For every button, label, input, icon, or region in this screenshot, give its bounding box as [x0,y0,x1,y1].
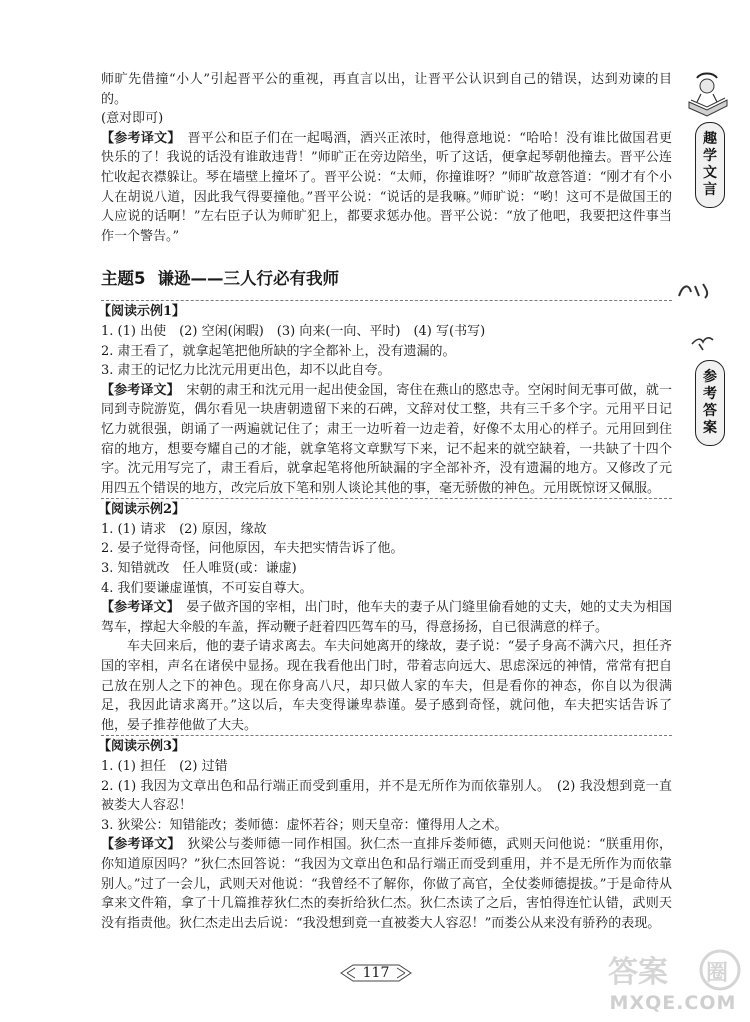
watermark [600,948,746,1018]
badge-char: 答 [703,403,717,419]
topic-number: 主题5 [101,269,146,289]
answer-line: 2. 晏子觉得奇怪，问他原因，车夫把实情告诉了他。 [101,541,404,557]
svg-text:答案: 答案 [608,955,668,990]
answer-line: 1. (1) 请求 (2) 原因，缘故 [101,521,267,537]
answer-line: 3. 狄梁公：知错能改；娄师德：虚怀若谷；则天皇帝：懂得用人之术。 [101,817,508,833]
reference-label: 【参考译文】 [101,382,174,398]
topic-heading [101,268,672,290]
page-number-text: 117 [362,965,390,981]
section-divider [101,498,672,499]
reference-label: 【参考译文】 [101,837,175,853]
answer-line: 4. 我们要谦虚谨慎，不可妄自尊大。 [101,580,313,596]
answer-line: 2. 肃王看了，就拿起笔把他所缺的字全都补上，没有遗漏的。 [101,343,456,359]
intro-answer-line: 师旷先借撞“小人”引起晋平公的重视，再直言以出，让晋平公认识到自己的错误，达到劝谏的目的。 [101,72,672,107]
page-content [98,70,672,933]
example-heading: 【阅读示例2】 [98,502,186,518]
reference-text: 宋朝的肃王和沈元用一起出使金国，寄住在燕山的愍忠寺。空闲时间无事可做，就一同到寺院游览，偶尔看见一块唐朝遗留下来的石碑，文辞对仗工整，共有三千多个字。元用平日记忆力就很强，朗诵了一两遍就记住了；肃王一边听着一边走着，好像不太用心的样子。元用回到住宿的地方，想要夸耀自己的才能，就拿笔将文章默写下来，记不起来的就空缺着，一共缺了十四个字。沈元用写完了，肃王看后，就拿起笔将他所缺漏的字全部补齐，没有遗漏的地方。又修改了元用四五个错误的地方，改完后放下笔和别人谈论其他的事，毫无骄傲的神色。元用既惊讶又佩服。 [101,382,672,496]
reference-translation [101,598,672,637]
answer-line: 2. (1) 我因为文章出色和品行端正而受到重用，并不是无所作为而依靠别人。 (2) 我没想到竟一直被娄大人容忍！ [101,778,672,814]
svg-text:圈: 圈 [706,961,729,986]
page-number [339,962,413,984]
side-decoration [685,60,737,580]
intro-answer-note: (意对即可) [101,111,164,127]
badge-char: 言 [703,182,717,198]
reference-text: 晋平公和臣子们在一起喝酒，酒兴正浓时，他得意地说：“哈哈！没有谁比做国君更快乐的了！我说的话没有谁敢违背！”师旷正在旁边陪坐，听了这话，便拿起琴朝他撞去。晋平公连忙收起衣襟躲让。琴在墙壁上撞坏了。晋平公说：“太师，你撞谁呀？”师旷故意答道：“刚才有个小人在胡说八道，因此我气得要撞他。”晋平公说：“说话的是我嘛。”师旷说：“哟！这可不是做国王的人应说的话啊！”左右臣子认为师旷犯上，都要求惩办他。晋平公说：“放了他吧，我要把这件事当作一个警告。” [101,130,672,244]
answer-line: 3. 知错就改 任人唯贤(或：谦虚) [101,561,297,577]
book-figure-icon [685,72,731,120]
reference-label: 【参考译文】 [101,130,175,146]
reference-text-paragraph: 车夫回来后，他的妻子请求离去。车夫问她离开的缘故，妻子说：“晏子身高不满六尺，担任齐国的宰相，声名在诸侯中显扬。现在我看他出门时，带着志向远大、思虑深远的神情，常常有把自己放在别人之下的神色。现在你身高八尺，却只做人家的车夫，但是看你的神态，你自以为很满足，我因此请求离开。”这以后，车夫变得谦卑恭谨。晏子感到奇怪，就问他，车夫把实话告诉了他，晏子推荐他做了大夫。 [101,639,672,733]
watermark-logo-icon [600,948,746,994]
ornament-icon [675,280,715,302]
topic-title: 谦逊——三人行必有我师 [157,269,339,289]
answer-line: 1. (1) 担任 (2) 过错 [101,759,228,774]
badge-char: 参 [703,369,717,385]
answer-line: 1. (1) 出使 (2) 空闲(闲暇) (3) 向来(一向、平时) (4) 写(书写) [101,323,486,339]
reference-translation [101,835,672,933]
badge-char: 案 [703,420,717,436]
badge-char: 趣 [703,131,717,147]
reference-label: 【参考译文】 [101,600,174,616]
reference-text: 狄梁公与娄师德一同作相国。狄仁杰一直排斥娄师德，武则天问他说：“朕重用你，你知道原因吗？”狄仁杰回答说：“我因为文章出色和品行端正而受到重用，并不是无所作为而依靠别人。”过了一会儿，武则天对他说：“我曾经不了解你，你做了高官，全仗娄师德提拔。”于是命待从拿来文件箱，拿了十几篇推荐狄仁杰的奏折给狄仁杰。狄仁杰读了之后，害怕得连忙认错，武则天没有指责他。狄仁杰走出去后说：“我没想到竟一直被娄大人容忍！”而娄公从来没有骄矜的表现。 [101,837,672,931]
watermark-url: MXQE.COM [609,992,737,1014]
reference-translation [101,381,672,499]
section-divider [101,300,672,301]
example-heading: 【阅读示例1】 [98,304,186,320]
intro-reference-translation [101,129,672,247]
reference-text: 晏子做齐国的宰相，出门时，他车夫的妻子从门缝里偷看她的丈夫，她的丈夫为相国驾车，撑起大伞般的车盖，挥动鞭子赶着四匹驾车的马，得意扬扬，自已很满意的样子。 [101,600,672,635]
small-bird-icon [689,332,715,352]
answer-line: 3. 肃王的记忆力比沈元用更出色，却不以此自夸。 [101,363,391,379]
badge-fun-classical [695,122,725,208]
badge-char: 考 [703,386,717,402]
section-divider [101,735,672,736]
badge-char: 学 [703,148,717,164]
badge-char: 文 [703,165,717,181]
example-heading: 【阅读示例3】 [98,739,186,755]
badge-reference-answers [695,360,725,446]
